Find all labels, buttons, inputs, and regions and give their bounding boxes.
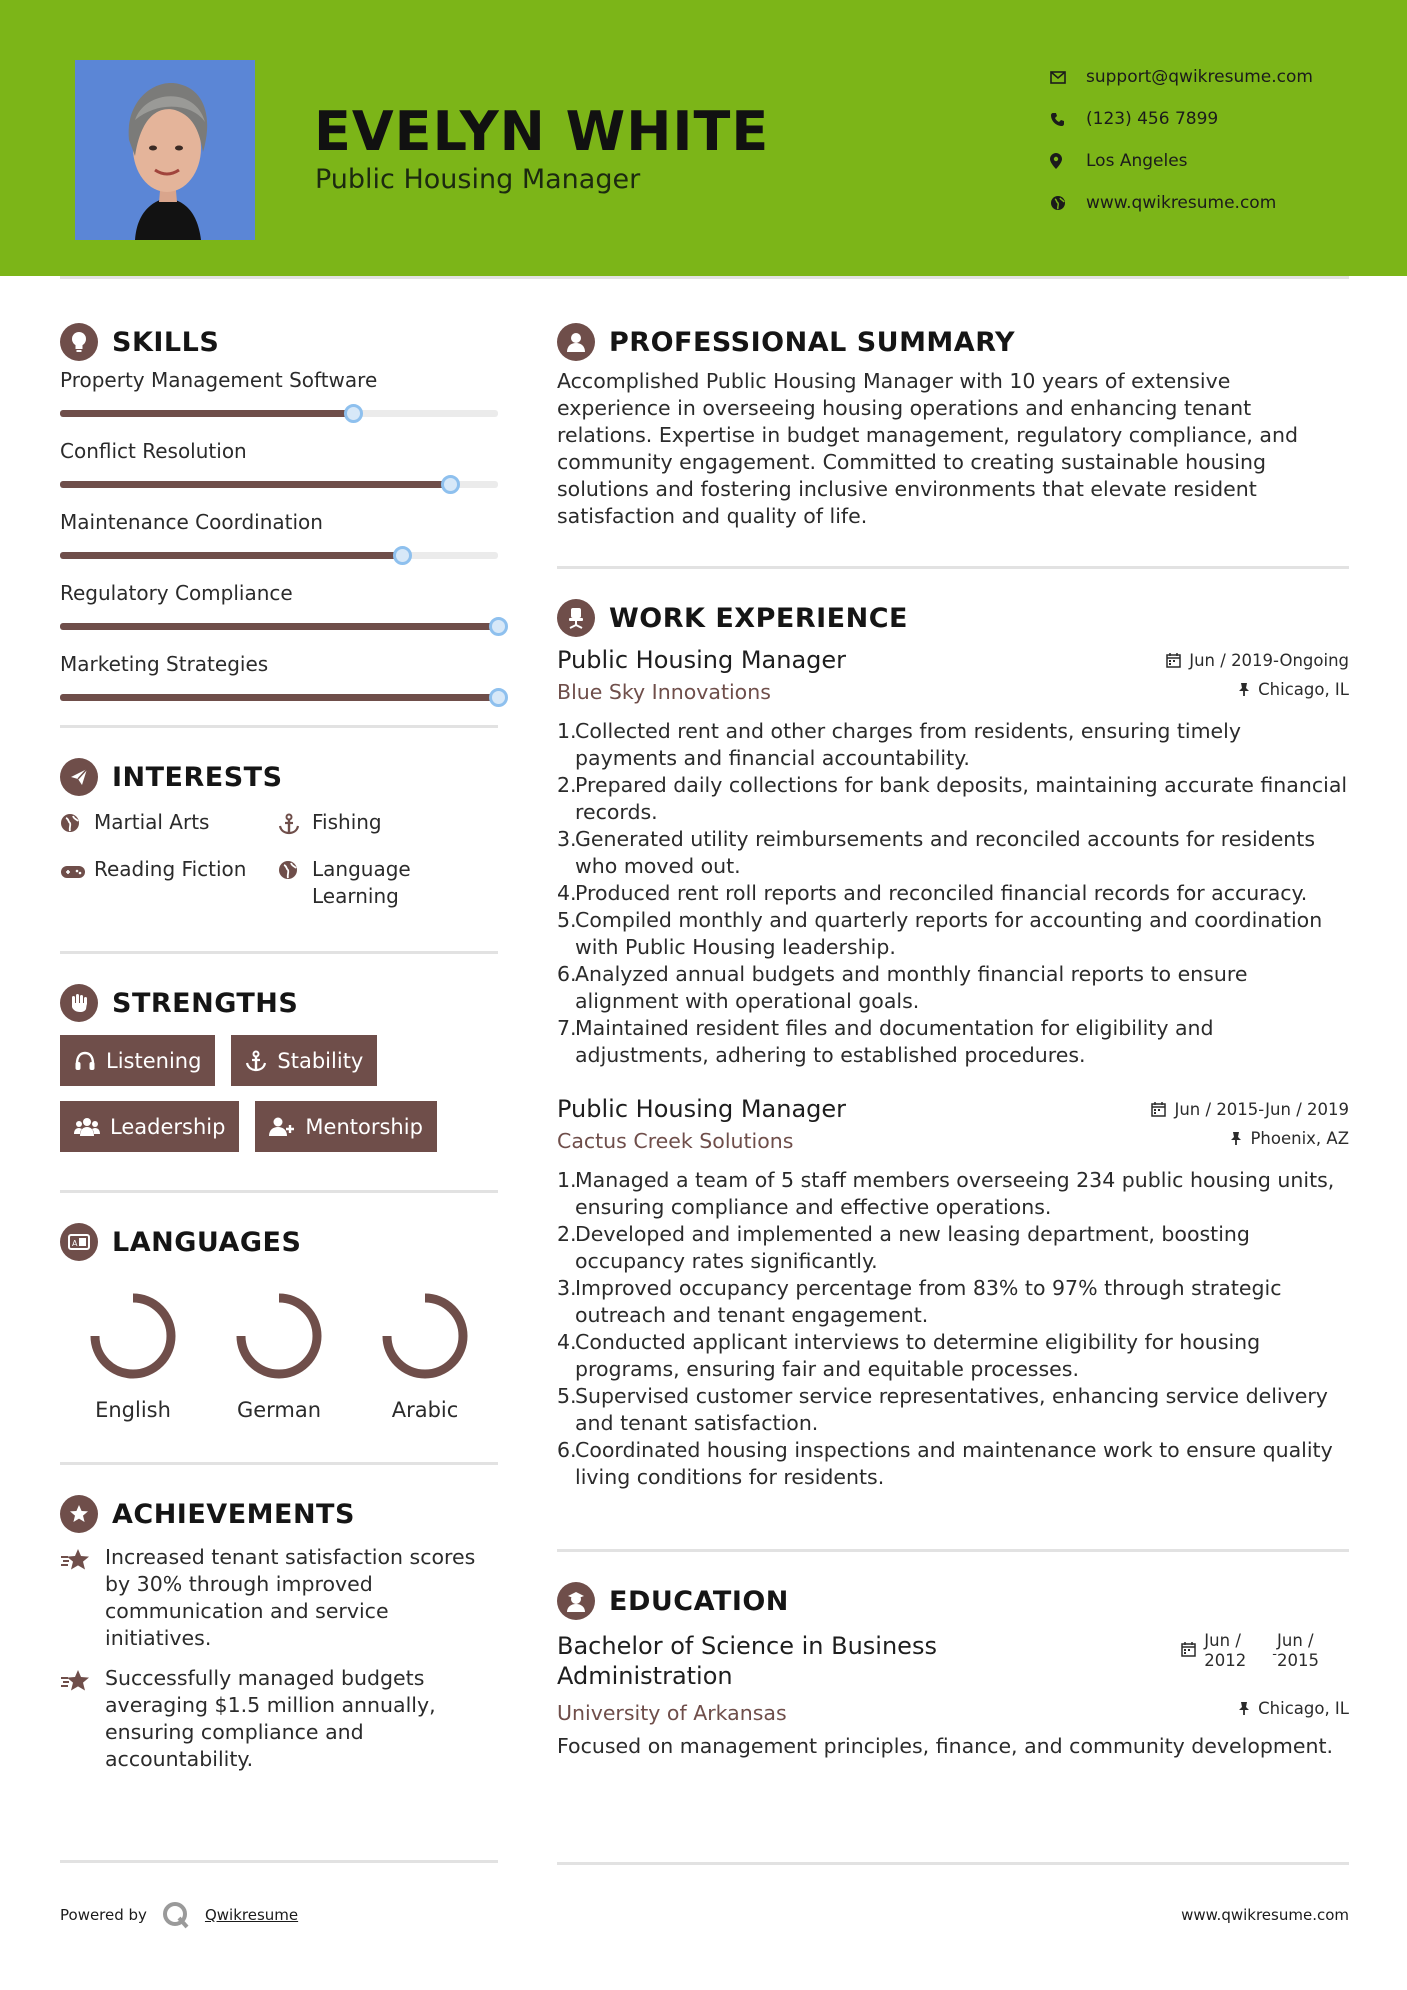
skill-name: Regulatory Compliance: [60, 581, 293, 605]
header-banner: [0, 0, 1407, 276]
language-item: [60, 1290, 206, 1422]
summary-title: PROFESSIONAL SUMMARY: [609, 326, 1016, 358]
star-badge-icon: [60, 1495, 98, 1533]
education-location: Chicago, IL: [1238, 1699, 1349, 1718]
job-bullet: 7. Maintained resident files and documentation for eligibility and adjustments, adhering to established procedures.: [557, 1016, 1214, 1067]
language-level-ring: [87, 1290, 179, 1382]
skill-bar-knob: [489, 617, 508, 636]
language-name: Arabic: [391, 1398, 459, 1422]
divider: [60, 1190, 498, 1193]
contact-phone[interactable]: [1050, 98, 1313, 140]
job-bullet: 4. Produced rent roll reports and reconciled financial records for accuracy.: [557, 881, 1308, 905]
graduate-icon: [557, 1582, 595, 1620]
bullet-number: 5.: [557, 1384, 577, 1408]
jobs-list: [557, 646, 1349, 1491]
office-chair-icon: [557, 599, 595, 637]
achievement-item: [60, 1665, 498, 1773]
skill-bar-fill: [60, 623, 498, 630]
right-bottom-divider: [557, 1862, 1349, 1865]
bullet-number: 4.: [557, 881, 577, 905]
skill-bar: [60, 410, 498, 417]
skill-bar-knob: [441, 475, 460, 494]
strength-chip: [231, 1035, 377, 1086]
skill-bar-fill: [60, 552, 402, 559]
interests-title: INTERESTS: [112, 761, 283, 793]
candidate-title: Public Housing Manager: [315, 164, 641, 195]
interest-label: Reading Fiction: [94, 857, 247, 881]
bullet-number: 1.: [557, 719, 577, 743]
job-bullet: 3. Generated utility reimbursements and reconciled accounts for residents who moved out.: [557, 827, 1316, 878]
achievement-text: Successfully managed budgets averaging $1.5 million annually, ensuring compliance and accountability.: [105, 1666, 436, 1771]
skill-bar-fill: [60, 410, 353, 417]
job-bullet: 4. Conducted applicant interviews to determine eligibility for housing programs, ensuring fair and equitable processes.: [557, 1330, 1261, 1381]
job-bullet: 5. Compiled monthly and quarterly reports for accounting and coordination with Public Housing leadership.: [557, 908, 1323, 959]
qwikresume-logo-icon: [161, 1900, 191, 1930]
job-bullet: 2. Developed and implemented a new leasing department, boosting occupancy rates significantly.: [557, 1222, 1250, 1273]
interest-label: Martial Arts: [94, 810, 210, 834]
left-bottom-divider: [60, 1860, 498, 1863]
summary-heading: [557, 322, 1349, 362]
star-icon: [60, 1665, 105, 1773]
job-bullet: 3. Improved occupancy percentage from 83% to 97% through strategic outreach and tenant engagement.: [557, 1276, 1282, 1327]
education-title: EDUCATION: [609, 1585, 789, 1617]
language-name: German: [236, 1398, 322, 1422]
contact-website-text: www.qwikresume.com: [1086, 193, 1277, 213]
job-date: Jun / 2015-Jun / 2019: [1151, 1100, 1349, 1119]
skill-item: [60, 652, 498, 701]
user-plus-icon: [269, 1117, 295, 1137]
powered-by: [60, 1900, 298, 1930]
skill-item: [60, 439, 498, 488]
education-end-date: - Jun / 2015: [1272, 1631, 1319, 1670]
job-location: Phoenix, AZ: [1230, 1129, 1349, 1148]
language-level-ring: [233, 1290, 325, 1382]
calendar-icon: [1181, 1641, 1196, 1657]
skill-name: Maintenance Coordination: [60, 510, 323, 534]
divider: [557, 1549, 1349, 1552]
divider: [60, 725, 498, 728]
user-icon: [557, 323, 595, 361]
qwikresume-link[interactable]: Qwikresume: [204, 1906, 299, 1924]
skill-name: Property Management Software: [60, 368, 378, 392]
interest-item: [60, 809, 278, 842]
languages-heading: [60, 1222, 498, 1262]
contact-email[interactable]: [1050, 56, 1313, 98]
divider: [60, 951, 498, 954]
skill-bar: [60, 623, 498, 630]
right-column: [557, 322, 1349, 1760]
calendar-icon: [1166, 652, 1181, 668]
job-entry: [557, 1095, 1349, 1491]
interests-heading: [60, 757, 498, 797]
achievements-heading: [60, 1494, 498, 1534]
job-bullet: 6. Coordinated housing inspections and maintenance work to ensure quality living conditions for residents.: [557, 1438, 1333, 1489]
skills-title: SKILLS: [112, 326, 220, 358]
profile-photo: [75, 60, 255, 240]
svg-text:A: A: [72, 1239, 78, 1248]
contact-location: [1050, 140, 1313, 182]
bullet-number: 6.: [557, 962, 577, 986]
skill-bar: [60, 552, 498, 559]
interests-list: [60, 809, 498, 910]
job-company: Cactus Creek Solutions: [557, 1129, 794, 1153]
strength-label: Listening: [106, 1048, 202, 1073]
language-item: [206, 1290, 352, 1422]
achievements-title: ACHIEVEMENTS: [112, 1498, 355, 1530]
strength-label: Leadership: [110, 1114, 226, 1139]
job-bullets: [557, 1167, 1349, 1491]
skill-item: [60, 581, 498, 630]
divider: [557, 566, 1349, 569]
job-title: Public Housing Manager: [557, 646, 847, 674]
headphones-icon: [74, 1051, 96, 1071]
pin-icon: [1238, 682, 1250, 697]
anchor-icon: [278, 809, 312, 842]
job-entry: [557, 646, 1349, 1069]
bullet-number: 1.: [557, 1168, 577, 1192]
skill-item: [60, 368, 498, 417]
bullet-number: 3.: [557, 827, 577, 851]
interest-label: Language Learning: [312, 857, 411, 908]
skill-bar-knob: [344, 404, 363, 423]
bullet-number: 7.: [557, 1016, 577, 1040]
anchor-icon: [245, 1050, 267, 1072]
education-degree: Bachelor of Science in Business Administration: [557, 1632, 937, 1690]
divider: [60, 1462, 498, 1465]
phone-icon: [1050, 112, 1086, 127]
bullet-number: 3.: [557, 1276, 577, 1300]
language-name: English: [95, 1398, 171, 1422]
lightbulb-icon: [60, 323, 98, 361]
skill-name: Marketing Strategies: [60, 652, 269, 676]
achievement-item: [60, 1544, 498, 1652]
strength-chip: [60, 1035, 215, 1086]
strength-chip: [255, 1101, 436, 1152]
skill-bar: [60, 481, 498, 488]
achievement-text: Increased tenant satisfaction scores by 30% through improved communication and service initiatives.: [105, 1545, 476, 1650]
globe-icon: [278, 856, 312, 887]
job-bullet: 6. Analyzed annual budgets and monthly financial reports to ensure alignment with operational goals.: [557, 962, 1248, 1013]
education-heading: [557, 1581, 1349, 1621]
skill-bar-knob: [393, 546, 412, 565]
skill-item: [60, 510, 498, 559]
bullet-number: 2.: [557, 773, 577, 797]
job-company: Blue Sky Innovations: [557, 680, 771, 704]
languages-title: LANGUAGES: [112, 1226, 302, 1258]
skill-name: Conflict Resolution: [60, 439, 247, 463]
job-location: Chicago, IL: [1238, 680, 1349, 699]
education-date: [1181, 1631, 1319, 1671]
footer-website[interactable]: www.qwikresume.com: [1181, 1906, 1349, 1924]
skills-heading: [60, 322, 498, 362]
strength-label: Mentorship: [305, 1114, 423, 1139]
job-title: Public Housing Manager: [557, 1095, 847, 1123]
interest-label: Fishing: [312, 810, 382, 834]
job-bullets: [557, 718, 1349, 1069]
interest-item: [278, 856, 498, 910]
language-icon: [60, 1223, 98, 1261]
education-school: University of Arkansas: [557, 1701, 787, 1725]
strengths-list: [60, 1035, 498, 1152]
contact-location-text: Los Angeles: [1086, 151, 1188, 171]
globe-icon: [60, 809, 94, 840]
contact-email-text: support@qwikresume.com: [1086, 67, 1313, 87]
education-entry: [557, 1631, 1349, 1760]
pin-icon: [1230, 1131, 1242, 1146]
users-icon: [74, 1117, 100, 1137]
work-heading: [557, 598, 1349, 638]
powered-by-text: Powered by: [60, 1906, 147, 1924]
education-description: Focused on management principles, finance, and community development.: [557, 1734, 1334, 1758]
strengths-heading: [60, 983, 498, 1023]
skill-bar-fill: [60, 694, 498, 701]
job-date: Jun / 2019-Ongoing: [1166, 651, 1349, 670]
strength-chip: [60, 1101, 239, 1152]
calendar-icon: [1151, 1101, 1166, 1117]
languages-list: [60, 1290, 498, 1422]
fist-icon: [60, 984, 98, 1022]
bullet-number: 4.: [557, 1330, 577, 1354]
contact-list: [1050, 56, 1313, 224]
language-item: [352, 1290, 498, 1422]
paper-plane-icon: [60, 758, 98, 796]
candidate-name: EVELYN WHITE: [314, 100, 770, 163]
strength-label: Stability: [277, 1048, 364, 1073]
contact-phone-text: (123) 456 7899: [1086, 109, 1219, 129]
job-bullet: 1. Managed a team of 5 staff members overseeing 234 public housing units, ensuring compliance and effective operations.: [557, 1168, 1335, 1219]
left-column: [60, 322, 498, 1773]
interest-item: [278, 809, 498, 842]
job-bullet: 5. Supervised customer service representatives, enhancing service delivery and tenant satisfaction.: [557, 1384, 1328, 1435]
skill-bar: [60, 694, 498, 701]
header-divider: [60, 276, 1349, 279]
strengths-title: STRENGTHS: [112, 987, 299, 1019]
contact-website[interactable]: [1050, 182, 1313, 224]
star-icon: [60, 1544, 105, 1652]
gamepad-icon: [60, 856, 94, 887]
education-start-date: Jun / 2012: [1204, 1631, 1247, 1670]
interest-item: [60, 856, 278, 910]
skills-list: [60, 368, 498, 701]
work-title: WORK EXPERIENCE: [609, 602, 908, 634]
email-icon: [1050, 71, 1086, 84]
pin-icon: [1238, 1701, 1250, 1716]
job-bullet: 1. Collected rent and other charges from residents, ensuring timely payments and financial accountability.: [557, 719, 1241, 770]
summary-text: Accomplished Public Housing Manager with 10 years of extensive experience in overseeing housing operations and enhancing tenant relations. Expertise in budget management, regulatory compliance, and community engagement. Committed to creating sustainable housing solutions and fostering inclusive environments that elevate resident satisfaction and quality of life.: [557, 369, 1299, 528]
job-bullet: 2. Prepared daily collections for bank deposits, maintaining accurate financial records.: [557, 773, 1348, 824]
globe-icon: [1050, 195, 1086, 211]
bullet-number: 5.: [557, 908, 577, 932]
location-pin-icon: [1050, 153, 1086, 169]
language-level-ring: [379, 1290, 471, 1382]
footer: [60, 1900, 1349, 1930]
skill-bar-knob: [489, 688, 508, 707]
bullet-number: 6.: [557, 1438, 577, 1462]
skill-bar-fill: [60, 481, 450, 488]
bullet-number: 2.: [557, 1222, 577, 1246]
